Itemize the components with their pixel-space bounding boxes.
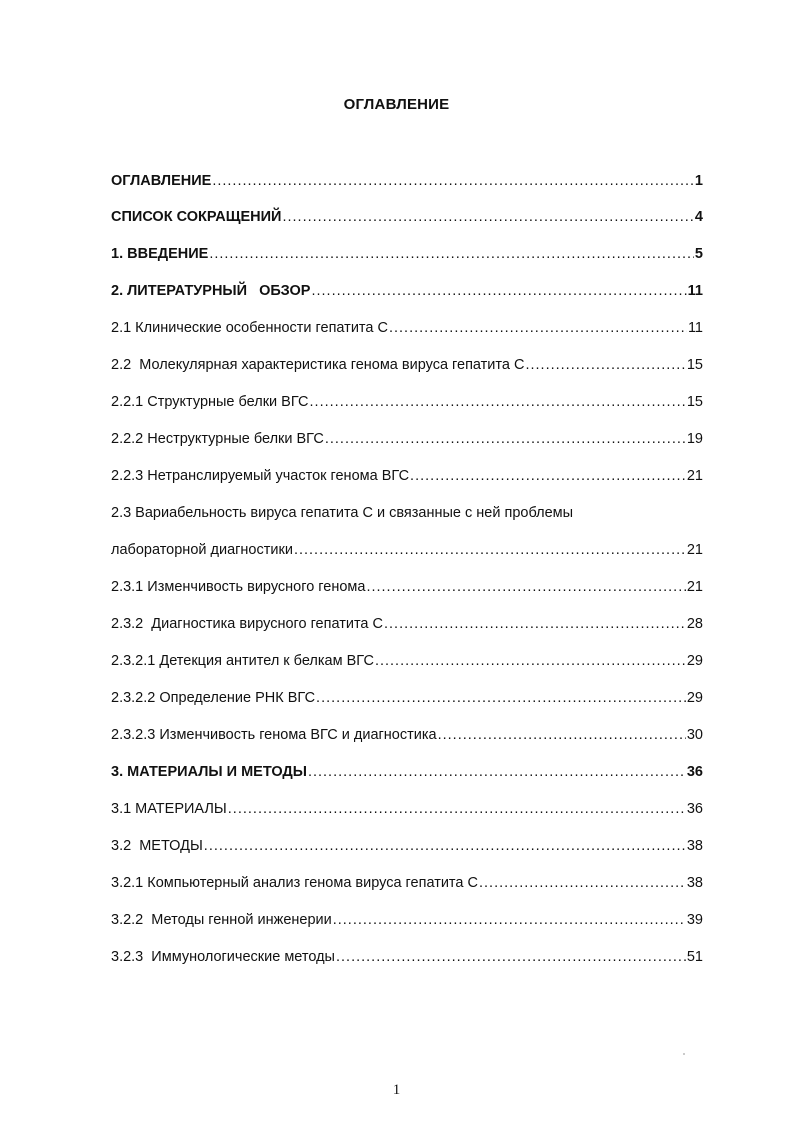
dot-leader	[294, 540, 686, 560]
toc-entry-page: 1	[694, 173, 703, 189]
dot-leader	[282, 207, 693, 227]
toc-entry-label: 3. МАТЕРИАЛЫ И МЕТОДЫ	[111, 764, 307, 780]
toc-entry[interactable]	[111, 355, 703, 375]
toc-entry-page: 29	[686, 690, 703, 706]
dot-leader	[204, 836, 686, 856]
toc-entry-page: 21	[686, 542, 703, 558]
toc-entry-page: 38	[686, 875, 703, 891]
toc-entry[interactable]	[111, 799, 703, 819]
toc-entry-label: 2.3.1 Изменчивость вирусного генома	[111, 579, 366, 595]
dot-leader	[375, 651, 686, 671]
toc-entry[interactable]	[111, 762, 703, 782]
toc-entry-page: 39	[686, 912, 703, 928]
toc-entry-label: 3.1 МАТЕРИАЛЫ	[111, 801, 227, 817]
dot-leader	[384, 614, 686, 634]
dot-leader	[325, 429, 686, 449]
dot-leader	[525, 355, 685, 375]
toc-entry[interactable]	[111, 207, 703, 227]
dot-leader	[308, 762, 686, 782]
toc-entry-label: СПИСОК СОКРАЩЕНИЙ	[111, 209, 282, 225]
page-title: ОГЛАВЛЕНИЕ	[343, 96, 450, 113]
toc-entry-first-line[interactable]	[111, 503, 703, 523]
toc-entry-page: 36	[686, 764, 703, 780]
toc-entry-label: лабораторной диагностики	[111, 542, 293, 558]
toc-entry-label: 2.3.2 Диагностика вирусного гепатита С	[111, 616, 383, 632]
toc-entry[interactable]	[111, 466, 703, 486]
toc-entry-label: 2.2.1 Структурные белки ВГС	[111, 394, 309, 410]
dot-leader	[389, 318, 687, 338]
toc-entry[interactable]	[111, 688, 703, 708]
toc-entry[interactable]	[111, 281, 703, 301]
scan-speck	[683, 1053, 685, 1055]
toc-entry[interactable]	[111, 429, 703, 449]
page-number: 1	[392, 1082, 401, 1098]
toc-entry-label: 2.3.2.2 Определение РНК ВГС	[111, 690, 316, 706]
toc-entry-label: 2.2 Молекулярная характеристика генома вируса гепатита С	[111, 357, 525, 373]
dot-leader	[438, 725, 686, 745]
toc-entry[interactable]	[111, 873, 703, 893]
toc-entry[interactable]	[111, 725, 703, 745]
toc-entry-label: ОГЛАВЛЕНИЕ	[111, 173, 212, 189]
toc-entry[interactable]	[111, 392, 703, 412]
toc-entry-page: 5	[694, 246, 703, 262]
dot-leader	[336, 947, 686, 967]
toc-entry-label: 3.2.3 Иммунологические методы	[111, 949, 335, 965]
toc-entry-page: 29	[686, 653, 703, 669]
toc-entry-page: 15	[686, 394, 703, 410]
toc-entry-page: 21	[686, 468, 703, 484]
dot-leader	[479, 873, 686, 893]
toc-entry-label: 1. ВВЕДЕНИЕ	[111, 246, 209, 262]
dot-leader	[333, 910, 686, 930]
toc-entry-label: 2.1 Клинические особенности гепатита С	[111, 320, 388, 336]
toc-entry[interactable]	[111, 836, 703, 856]
toc-entry[interactable]	[111, 318, 703, 338]
toc-entry-continuation[interactable]	[111, 540, 703, 560]
dot-leader	[212, 171, 694, 191]
dot-leader	[310, 392, 686, 412]
toc-entry-page: 15	[686, 357, 703, 373]
toc-entry-page: 4	[694, 209, 703, 225]
toc-entry[interactable]	[111, 651, 703, 671]
toc-entry-page: 51	[686, 949, 703, 965]
dot-leader	[316, 688, 686, 708]
toc-entry-page: 19	[686, 431, 703, 447]
toc-entry[interactable]	[111, 947, 703, 967]
toc-entry-page: 28	[686, 616, 703, 632]
toc-entry-label: 3.2 МЕТОДЫ	[111, 838, 203, 854]
dot-leader	[410, 466, 686, 486]
dot-leader	[366, 577, 685, 597]
dot-leader	[228, 799, 686, 819]
toc-entry-page: 30	[686, 727, 703, 743]
toc-entry-label: 2.2.3 Нетранслируемый участок генома ВГС	[111, 468, 410, 484]
toc-entry[interactable]	[111, 244, 703, 264]
toc-entry[interactable]	[111, 910, 703, 930]
toc-entry-page: 11	[687, 283, 703, 299]
toc-entry-page: 11	[687, 320, 703, 336]
toc-entry-label: 2.2.2 Неструктурные белки ВГС	[111, 431, 324, 447]
toc-entry-label: 3.2.1 Компьютерный анализ генома вируса гепатита С	[111, 875, 478, 891]
toc-entry-page: 38	[686, 838, 703, 854]
toc-entry[interactable]	[111, 577, 703, 597]
toc-entry[interactable]	[111, 171, 703, 191]
toc-entry-label: 2.3.2.1 Детекция антител к белкам ВГС	[111, 653, 374, 669]
toc-entry-page: 21	[686, 579, 703, 595]
toc-entry-label: 2.3 Вариабельность вируса гепатита С и связанные с ней проблемы	[111, 505, 574, 521]
toc-entry[interactable]	[111, 614, 703, 634]
dot-leader	[209, 244, 694, 264]
toc-entry-label: 2.3.2.3 Изменчивость генома ВГС и диагностика	[111, 727, 437, 743]
toc-entry-label: 3.2.2 Методы генной инженерии	[111, 912, 332, 928]
toc-entry-page: 36	[686, 801, 703, 817]
toc-entry-label: 2. ЛИТЕРАТУРНЫЙ ОБЗОР	[111, 283, 311, 299]
dot-leader	[311, 281, 686, 301]
